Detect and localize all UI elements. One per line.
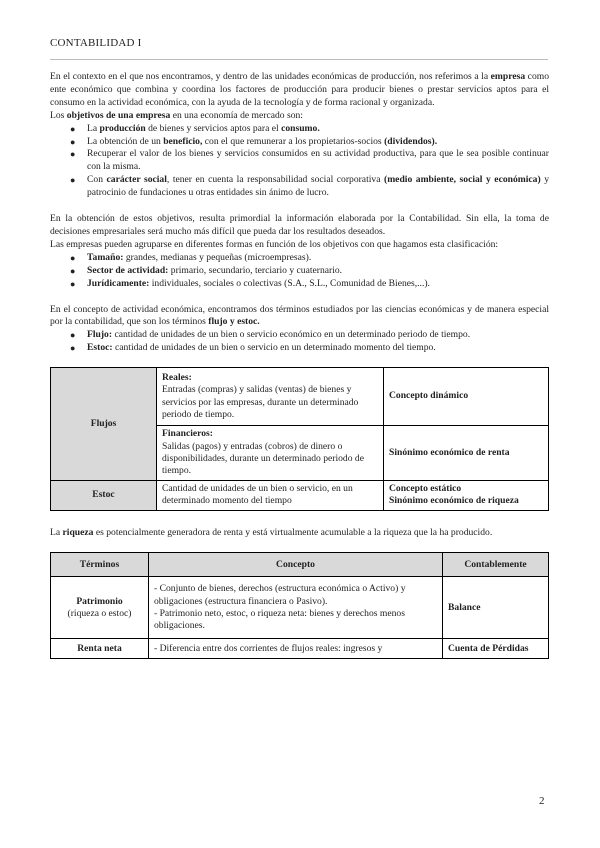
groups-paragraph: Las empresas pueden agruparse en diferentes formas en función de los objetivos con que hagamos esta clasificación: [50,238,499,250]
intro-paragraph: En el contexto en el que nos encontramos, y dentro de las unidades económicas de producción, nos referimos a la empresa como ente económico que combina y coordina los factores de producción para producir bienes o prestar servicios aptos para el consumo en la actividad económica, con la ayuda de la tecnología y de forma racional y organizada. [50,71,549,108]
concept-cell: - Diferencia entre dos corrientes de flujos reales: ingresos y [149,639,443,659]
accounting-cell: Cuenta de Pérdidas [443,639,549,659]
estoc-concept-cell: Concepto estático Sinónimo económico de riqueza [384,480,549,510]
info-paragraph: En la obtención de estos objetivos, resulta primordial la información elaborada por la Contabilidad. Sin ella, la toma de decisiones empresariales será mucho más difícil que pueda dar los resultados deseados. [50,213,549,237]
bullet-icon: ● [70,330,76,341]
concept-cell: - Conjunto de bienes, derechos (estructura económica o Activo) y obligaciones (estructura financiera o Pasivo). - Patrimonio neto, estoc, o riqueza neta: bienes y derechos menos obligaciones. [149,577,443,639]
page-header-title: CONTABILIDAD I [50,37,142,49]
groups-list [50,252,549,291]
flujos-cell: Flujos [51,368,157,481]
definitions-list [50,329,549,355]
objectives-intro: Los objetivos de una empresa en una economía de mercado son: [50,109,303,121]
terms-table [50,552,549,659]
estoc-text-cell: Cantidad de unidades de un bien o servicio, en un determinado momento del tiempo [157,480,384,510]
flujos-estoc-table [50,367,549,510]
bullet-icon: ● [70,252,76,263]
list-item: ● Sector de actividad: primario, secundario, terciario y cuaternario. [70,264,343,276]
accounting-cell: Balance [443,577,549,639]
bullet-icon: ● [70,278,76,289]
bullet-icon: ● [70,343,76,354]
bullet-icon: ● [70,136,76,147]
bullet-icon: ● [70,265,76,276]
riqueza-paragraph: La riqueza es potencialmente generadora de renta y está virtualmente acumulable a la riqueza que la ha producido. [50,526,493,538]
concept-paragraph: En el concepto de actividad económica, encontramos dos términos estudiados por las ciencias económicas y de manera especial por la contabilidad, que son los términos flujo y estoc. [50,303,549,328]
table-row [51,480,549,510]
list-item: ● Tamaño: grandes, medianas y pequeñas (microempresas). [70,251,312,263]
table-header-row [51,553,549,577]
financieros-cell: Financieros: Salidas (pagos) y entradas (cobros) de dinero o disponibilidades, durante un determinado periodo de tiempo. [157,426,384,481]
table-row [51,639,549,659]
list-item: ● La obtención de un beneficio, con el que remunerar a los propietarios-socios (dividendos). [70,135,438,147]
list-item: ● La producción de bienes y servicios aptos para el consumo. [70,122,320,134]
column-header: Términos [51,553,149,577]
header-divider [50,59,548,60]
reales-concept-cell: Concepto dinámico [384,368,549,426]
reales-cell: Reales: Entradas (compras) y salidas (ventas) de bienes y servicios por las empresas, durante un determinado periodo de tiempo. [157,368,384,426]
term-cell: Renta neta [51,639,149,659]
list-item: ● Jurídicamente: individuales, sociales o colectivas (S.A., S.L., Comunidad de Bienes,...). [70,277,430,289]
bullet-icon: ● [70,175,76,186]
objectives-list [50,123,549,200]
list-item: ● Recuperar el valor de los bienes y servicios consumidos en su actividad productiva, para que le sea posible continuar con la misma. [70,148,549,173]
bullet-icon: ● [70,149,76,160]
page-number: 2 [539,795,545,807]
column-header: Concepto [149,553,443,577]
estoc-cell: Estoc [51,480,157,510]
document-body [50,71,549,659]
table-row [51,368,549,426]
list-item: ● Flujo: cantidad de unidades de un bien o servicio económico en un determinado periodo de tiempo. [70,329,471,341]
term-cell: Patrimonio (riqueza o estoc) [51,577,149,639]
column-header: Contablemente [443,553,549,577]
list-item: ● Estoc: cantidad de unidades de un bien o servicio en un determinado momento del tiempo. [70,342,436,354]
bullet-icon: ● [70,123,76,134]
table-row [51,577,549,639]
list-item: ● Con carácter social, tener en cuenta la responsabilidad social corporativa (medio ambiente, social y económica) y patrocinio de fundaciones u otras entidades sin ánimo de lucro. [70,174,549,199]
financieros-concept-cell: Sinónimo económico de renta [384,426,549,481]
